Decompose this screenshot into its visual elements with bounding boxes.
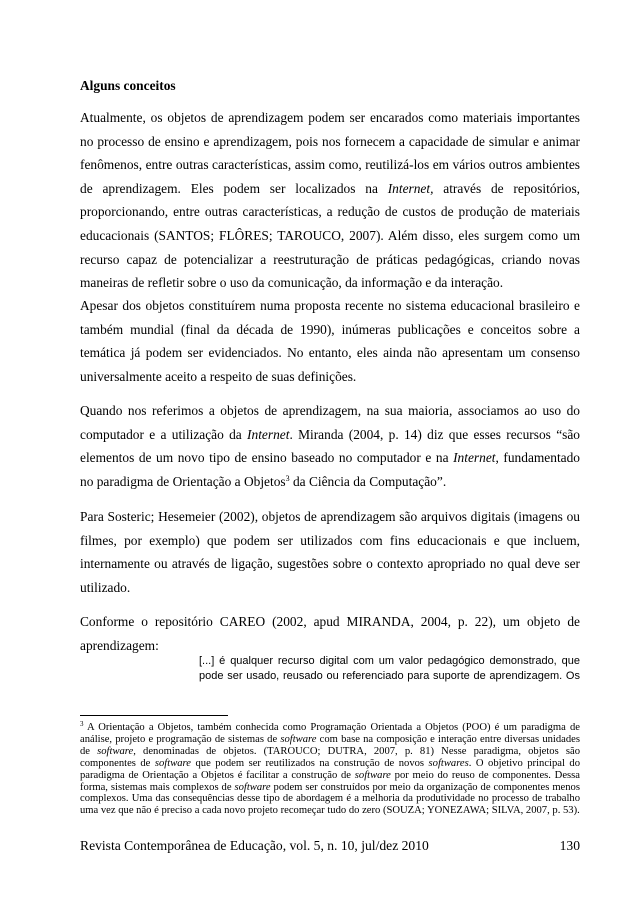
paragraph-3-text-c: , fundamentado no paradigma de Orientação a Objetos	[80, 450, 580, 489]
footnote-italic-c: software	[154, 757, 191, 769]
paragraph-1-text-a: Atualmente, os objetos de aprendizagem podem ser encarados como materiais importantes no processo de ensino e aprendizagem, pois nos fornecem a capacidade de simular e animar fenômenos, entre outras características, assim como, reutilizá-los em vários outros ambientes de aprendizagem. Eles podem ser localizados na	[80, 110, 580, 196]
footnote-reference[interactable]: 3	[285, 473, 290, 483]
paragraph-3	[80, 399, 580, 493]
footnote-text-g: podem ser construídos por meio da organização de componentes menos complexos. Uma das consequências desse tipo de abordagem é a melhoria da produtividade no processo de trabalho uma vez que não é preciso a cada novo projeto recomeçar tudo do zero (SOUZA; YONEZAWA; SILVA, 2007, p. 53).	[80, 781, 580, 817]
paragraph-2: Apesar dos objetos constituírem numa proposta recente no sistema educacional brasileiro e também mundial (final da década de 1990), inúmeras publicações e conceitos sobre a temática já podem ser evidenciados. No entanto, eles ainda não apresentam um consenso universalmente aceito a respeito de suas definições.	[80, 298, 580, 384]
page-number: 130	[559, 838, 580, 853]
footnote-italic-d: softwares	[428, 757, 469, 769]
footnote-italic-b: software	[97, 745, 134, 757]
footnote-italic-f: software	[234, 781, 271, 793]
footnote-italic-e: software	[354, 769, 391, 781]
paragraph-4: Para Sosteric; Hesemeier (2002), objetos de aprendizagem são arquivos digitais (imagens ou filmes, por exemplo) que podem ser utilizados com fins educacionais e que incluem, internamente ou através de ligação, sugestões sobre o contexto apropriado no qual deve ser utilizado.	[80, 509, 580, 595]
footnote	[80, 722, 580, 817]
paragraph-3-text-a: Quando nos referimos a objetos de aprendizagem, na sua maioria, associamos ao uso do computador e a utilização da	[80, 403, 580, 442]
footnote-text-b: com base na composição e interação entre diversas unidades de	[80, 733, 580, 757]
footnote-text-a: A Orientação a Objetos, também conhecida como Programação Orientada a Objetos (POO) é um paradigma de análise, projeto e programação de sistemas de	[80, 722, 580, 745]
paragraph-3-italic-b: Internet	[453, 450, 496, 466]
block-quote: [...] é qualquer recurso digital com um valor pedagógico demonstrado, que pode ser usado, reusado ou referenciado para suporte de aprendizagem. Os	[199, 655, 580, 682]
footnote-text-f: por meio do reuso de componentes. Dessa forma, sistemas mais complexos de	[80, 769, 580, 793]
footnote-number: 3	[80, 720, 84, 728]
footnote-text-c: , denominadas de objetos. (TAROUCO; DUTRA, 2007, p. 81) Nesse paradigma, objetos são componentes de	[80, 745, 580, 769]
paragraph-1-text-b: através de repositórios, proporcionando, entre outras características, a redução de custos de produção de materiais educacionais (SANTOS; FLÔRES; TAROUCO, 2007). Além disso, eles surgem como um recurso capaz de potencializar a reestruturação de práticas pedagógicas, criando novas maneiras de refletir sobre o uso da comunicação, da informação e da interação.	[80, 180, 580, 291]
paragraph-1-italic-a: Internet,	[387, 180, 434, 196]
paragraph-3-text-b: . Miranda (2004, p. 14) diz que esses recursos “são elementos de um novo tipo de ensino baseado no computador e na	[80, 426, 580, 466]
footnote-text-d: que podem ser reutilizados na construção de novos	[191, 757, 429, 769]
paragraph-1	[80, 106, 580, 295]
paragraph-3-text-d: da Ciência da Computação”.	[289, 473, 447, 489]
paragraph-3-italic-a: Internet	[247, 426, 290, 442]
footnote-text-e: . O objetivo principal do paradigma de Orientação a Objetos é facilitar a construção de	[80, 757, 580, 781]
journal-footer: Revista Contemporânea de Educação, vol. 5, n. 10, jul/dez 2010	[80, 838, 429, 853]
section-heading: Alguns conceitos	[80, 78, 176, 93]
footnote-divider	[80, 715, 228, 716]
paragraph-5: Conforme o repositório CAREO (2002, apud MIRANDA, 2004, p. 22), um objeto de aprendizagem:	[80, 614, 580, 653]
footnote-italic-a: software	[280, 733, 317, 745]
